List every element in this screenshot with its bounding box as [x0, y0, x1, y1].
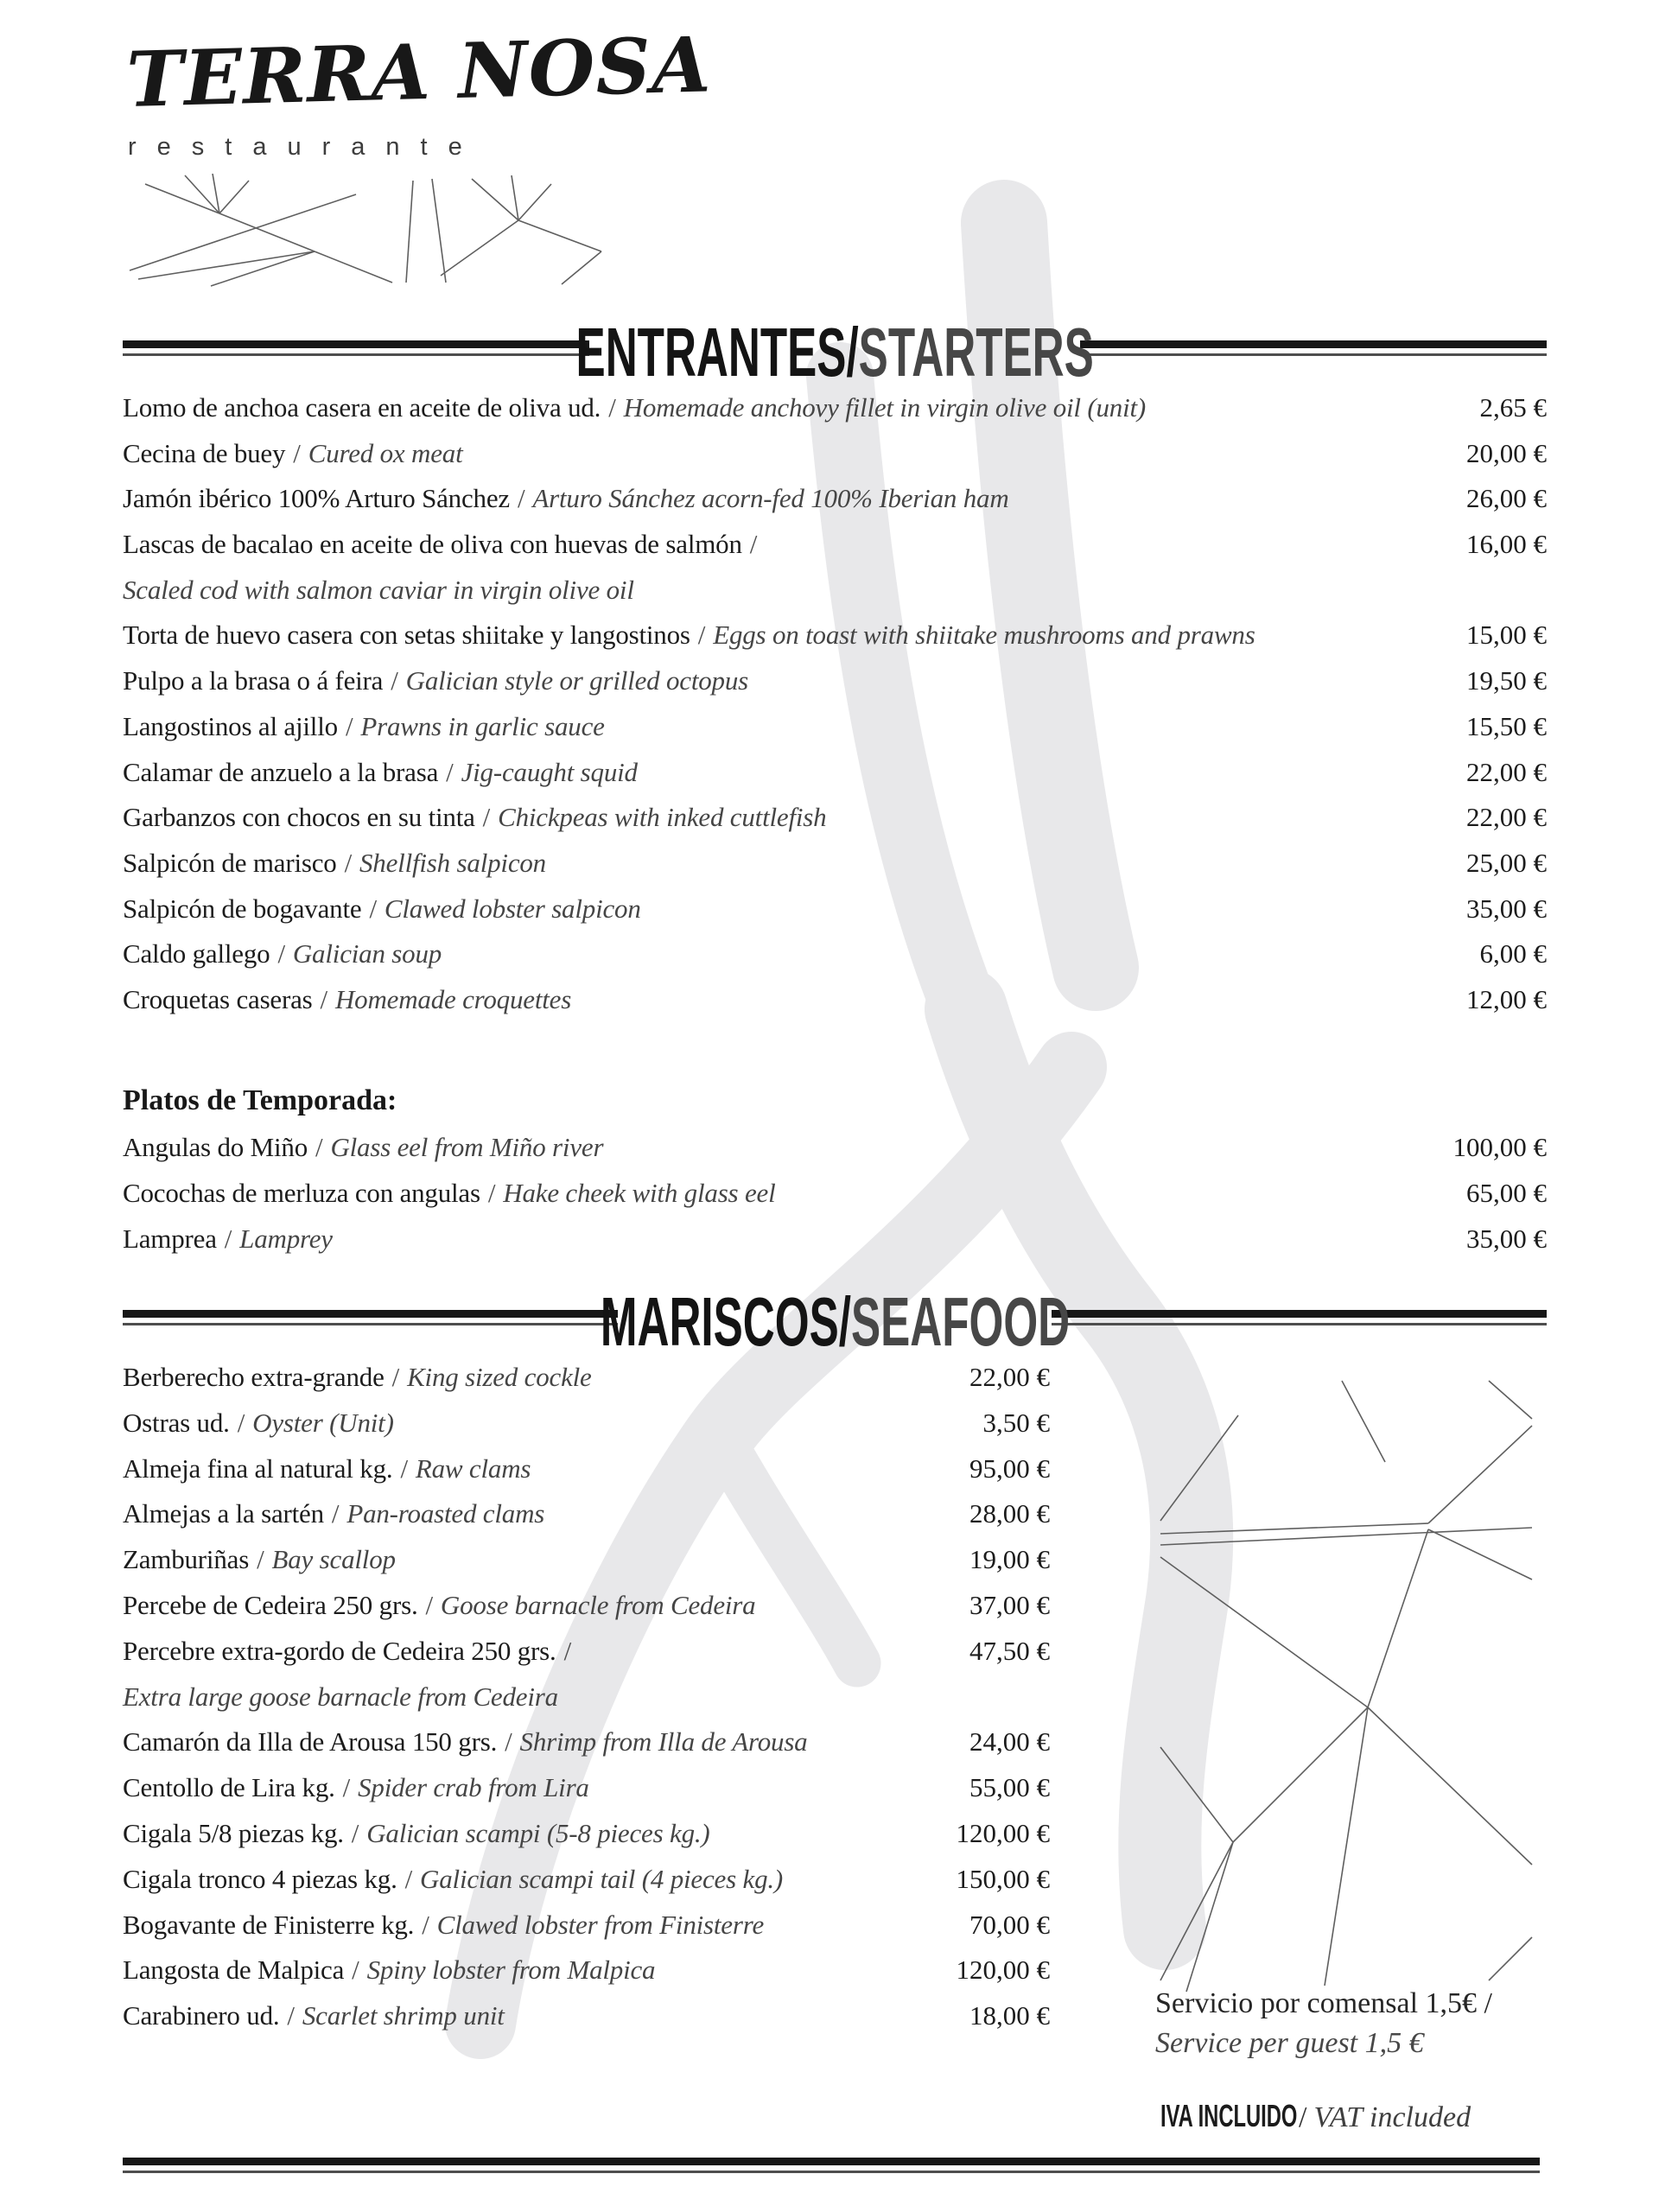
menu-item-name [123, 848, 546, 879]
item-name-en: Galician scampi (5-8 pieces kg.) [366, 1817, 710, 1848]
menu-item-name [123, 1408, 394, 1439]
item-name-en: King sized cockle [407, 1362, 592, 1392]
header-rule-right [1052, 1310, 1547, 1325]
item-separator: / [287, 2000, 295, 2031]
menu-item-row [123, 1772, 1050, 1818]
menu-item-row [123, 392, 1547, 438]
item-price: 120,00 € [956, 1955, 1050, 1986]
seasonal-rows [123, 1132, 1547, 1269]
item-price: 26,00 € [1466, 483, 1547, 514]
item-separator: / [342, 1772, 351, 1803]
menu-item-name [123, 529, 765, 560]
item-separator: / [487, 1178, 496, 1208]
menu-item-row [123, 438, 1547, 484]
item-price: 150,00 € [956, 1863, 1050, 1894]
menu-item-row [123, 529, 1547, 575]
menu-item-name [123, 575, 634, 606]
menu-item-row [123, 1636, 1050, 1681]
item-name-en: Galician scampi tail (4 pieces kg.) [420, 1863, 784, 1894]
item-price: 28,00 € [969, 1498, 1050, 1529]
menu-item-row [123, 1590, 1050, 1636]
item-separator: / [369, 893, 377, 924]
item-price: 12,00 € [1466, 983, 1547, 1014]
menu-item-row [123, 1726, 1050, 1772]
menu-item-name [123, 1224, 333, 1255]
section-starters [123, 314, 1547, 1030]
item-separator: / [315, 1132, 323, 1162]
menu-item-name [123, 483, 1009, 514]
item-name-es: Centollo de Lira kg. [123, 1772, 335, 1803]
item-name-en: Goose barnacle from Cedeira [440, 1589, 756, 1620]
service-note-en: Service per guest 1,5 € [1155, 2027, 1424, 2059]
menu-item-name [123, 1955, 655, 1986]
item-price: 3,50 € [982, 1407, 1050, 1438]
item-separator: / [345, 710, 353, 741]
menu-item-row [123, 2000, 1050, 2046]
menu-item-name [123, 1636, 579, 1667]
item-name-en: Homemade croquettes [334, 983, 572, 1014]
item-name-es: Bogavante de Finisterre kg. [123, 1909, 415, 1940]
item-name-es: Cecina de buey [123, 437, 286, 468]
starters-title: ENTRANTES/STARTERS [575, 314, 1094, 391]
item-price: 47,50 € [969, 1635, 1050, 1666]
logo-flourish-lines [128, 174, 617, 288]
item-price: 16,00 € [1466, 529, 1547, 560]
menu-item-name [123, 2000, 505, 2031]
item-name-es: Lomo de anchoa casera en aceite de oliva ud. [123, 392, 601, 423]
item-name-en: Arturo Sánchez acorn-fed 100% Iberian ham [532, 483, 1009, 514]
item-separator: / [482, 802, 491, 833]
item-name-es: Almejas a la sartén [123, 1498, 324, 1529]
item-separator: / [517, 483, 525, 514]
seafood-header [123, 1283, 1547, 1360]
menu-item-name [123, 802, 826, 833]
menu-item-row [123, 802, 1547, 848]
item-name-es: Garbanzos con chocos en su tinta [123, 802, 475, 833]
seafood-rows [123, 1362, 1050, 2046]
item-separator: / [391, 1362, 400, 1392]
item-name-en: Spider crab from Lira [358, 1772, 589, 1803]
menu-item-name [123, 1864, 783, 1895]
item-price: 37,00 € [969, 1589, 1050, 1620]
item-name-es: Carabinero ud. [123, 2000, 280, 2031]
item-price: 70,00 € [969, 1909, 1050, 1940]
item-separator: / [320, 983, 327, 1014]
menu-item-row [123, 575, 1547, 620]
item-separator: / [404, 1863, 413, 1894]
item-price: 18,00 € [969, 2000, 1050, 2031]
item-name-en: Extra large goose barnacle from Cedeira [123, 1681, 558, 1712]
item-name-es: Torta de huevo casera con setas shiitake y langostinos [123, 620, 690, 651]
item-price: 24,00 € [969, 1726, 1050, 1758]
menu-item-name [123, 711, 605, 742]
menu-item-name [123, 438, 463, 469]
item-name-en: Prawns in garlic sauce [360, 710, 605, 741]
menu-item-row [123, 665, 1547, 711]
menu-item-row [123, 757, 1547, 803]
menu-item-row [123, 984, 1547, 1030]
item-name-es: Angulas do Miño [123, 1132, 308, 1162]
item-separator: / [749, 529, 758, 560]
menu-item-row [123, 1178, 1547, 1224]
seafood-title: MARISCOS/SEAFOOD [600, 1283, 1070, 1360]
menu-item-name [123, 392, 1146, 423]
item-name-es: Lascas de bacalao en aceite de oliva con huevas de salmón [123, 529, 742, 560]
item-separator: / [425, 1589, 433, 1620]
menu-item-row [123, 1544, 1050, 1590]
item-price: 22,00 € [1466, 802, 1547, 833]
item-name-en: Shellfish salpicon [359, 847, 546, 878]
item-name-en: Hake cheek with glass eel [503, 1178, 776, 1208]
item-separator: / [351, 1817, 359, 1848]
item-name-es: Salpicón de marisco [123, 847, 337, 878]
item-name-es: Langosta de Malpica [123, 1955, 345, 1986]
menu-item-row [123, 1132, 1547, 1178]
item-name-en: Clawed lobster salpicon [384, 893, 641, 924]
menu-item-name [123, 1132, 603, 1163]
item-name-en: Clawed lobster from Finisterre [436, 1909, 765, 1940]
item-name-en: Eggs on toast with shiitake mushrooms and prawns [713, 620, 1255, 651]
item-separator: / [422, 1909, 429, 1940]
item-name-en: Pan-roasted clams [346, 1498, 545, 1529]
menu-item-name [123, 1590, 755, 1621]
menu-item-row [123, 893, 1547, 939]
item-name-en: Scarlet shrimp unit [302, 2000, 505, 2031]
menu-item-name [123, 1818, 710, 1849]
menu-item-name [123, 984, 571, 1015]
menu-item-row [123, 1864, 1050, 1910]
item-name-es: Caldo gallego [123, 938, 270, 969]
logo-subtitle: restaurante [128, 133, 483, 161]
item-name-es: Zamburiñas [123, 1544, 250, 1575]
item-name-es: Calamar de anzuelo a la brasa [123, 756, 439, 787]
menu-item-row [123, 1955, 1050, 2000]
header-rule-left [123, 1310, 618, 1325]
item-separator: / [352, 1955, 359, 1986]
menu-item-name [123, 1772, 589, 1803]
item-name-es: Almeja fina al natural kg. [123, 1452, 393, 1484]
header-rule-right [1080, 340, 1547, 356]
menu-item-row [123, 711, 1547, 757]
logo-wordmark: TERRA NOSA [125, 19, 713, 124]
item-price: 35,00 € [1466, 1224, 1547, 1254]
menu-item-name [123, 1681, 558, 1713]
item-separator: / [237, 1407, 245, 1438]
starters-header [123, 314, 1547, 391]
item-price: 19,00 € [969, 1544, 1050, 1575]
item-name-en: Homemade anchovy fillet in virgin olive oil (unit) [623, 392, 1147, 423]
menu-item-row [123, 1453, 1050, 1499]
item-name-es: Langostinos al ajillo [123, 710, 338, 741]
restaurant-logo [125, 19, 713, 288]
item-price: 120,00 € [956, 1817, 1050, 1848]
item-separator: / [400, 1452, 408, 1484]
item-name-es: Jamón ibérico 100% Arturo Sánchez [123, 483, 510, 514]
item-name-en: Galician style or grilled octopus [405, 665, 749, 696]
item-name-es: Salpicón de bogavante [123, 893, 362, 924]
item-price: 95,00 € [969, 1452, 1050, 1484]
item-price: 19,50 € [1466, 665, 1547, 696]
menu-item-row [123, 938, 1547, 984]
item-name-es: Camarón da Illa de Arousa 150 grs. [123, 1726, 498, 1758]
menu-item-name [123, 938, 442, 969]
service-note [1155, 1984, 1492, 2063]
service-note-es: Servicio por comensal 1,5€ / [1155, 1987, 1492, 2019]
item-separator: / [608, 392, 616, 423]
menu-item-row [123, 1362, 1050, 1408]
seasonal-heading: Platos de Temporada: [123, 1084, 397, 1116]
item-price: 100,00 € [1452, 1132, 1547, 1162]
item-separator: / [697, 620, 706, 651]
menu-item-name [123, 1726, 808, 1758]
item-name-en: Scaled cod with salmon caviar in virgin olive oil [123, 574, 634, 605]
menu-item-row [123, 620, 1547, 665]
item-price: 22,00 € [969, 1362, 1050, 1392]
menu-item-name [123, 893, 641, 925]
menu-item-row [123, 1818, 1050, 1864]
item-name-es: Lamprea [123, 1224, 217, 1254]
vat-separator: / [1299, 2101, 1307, 2133]
menu-item-name [123, 1544, 396, 1575]
item-name-es: Croquetas caseras [123, 983, 313, 1014]
item-separator: / [331, 1498, 340, 1529]
header-rule-left [123, 340, 589, 356]
item-price: 20,00 € [1466, 437, 1547, 468]
item-name-en: Cured ox meat [308, 437, 463, 468]
item-name-en: Shrimp from Illa de Arousa [519, 1726, 808, 1758]
item-separator: / [563, 1635, 571, 1666]
item-separator: / [446, 756, 454, 787]
menu-item-row [123, 1408, 1050, 1453]
menu-item-name [123, 665, 748, 696]
menu-item-name [123, 1362, 592, 1393]
item-price: 25,00 € [1466, 847, 1547, 878]
item-name-en: Glass eel from Miño river [330, 1132, 604, 1162]
item-price: 6,00 € [1479, 938, 1547, 969]
item-name-es: Ostras ud. [123, 1407, 230, 1438]
item-price: 15,50 € [1466, 710, 1547, 741]
item-separator: / [293, 437, 301, 468]
menu-item-name [123, 620, 1255, 651]
item-name-en: Jig-caught squid [461, 756, 638, 787]
item-name-en: Chickpeas with inked cuttlefish [498, 802, 827, 833]
menu-item-row [123, 1910, 1050, 1955]
menu-item-row [123, 1224, 1547, 1269]
section-seasonal [123, 1084, 1547, 1269]
item-name-en: Galician soup [292, 938, 442, 969]
bottom-rule [123, 2158, 1540, 2173]
item-separator: / [224, 1224, 232, 1254]
item-price: 15,00 € [1466, 620, 1547, 651]
decorative-line-art [1145, 1365, 1551, 1996]
menu-item-row [123, 1681, 1050, 1727]
starters-rows [123, 392, 1547, 1030]
item-name-en: Oyster (Unit) [252, 1407, 394, 1438]
item-name-en: Spiny lobster from Malpica [366, 1955, 656, 1986]
item-name-es: Berberecho extra-grande [123, 1362, 385, 1392]
vat-note-es: IVA INCLUIDO [1160, 2098, 1298, 2133]
item-price: 65,00 € [1466, 1178, 1547, 1208]
item-name-es: Percebe de Cedeira 250 grs. [123, 1589, 418, 1620]
menu-item-name [123, 1498, 544, 1529]
item-separator: / [344, 847, 352, 878]
menu-item-name [123, 1910, 764, 1941]
menu-item-row [123, 1498, 1050, 1544]
item-price: 22,00 € [1466, 756, 1547, 787]
menu-item-name [123, 757, 638, 788]
item-name-es: Cigala tronco 4 piezas kg. [123, 1863, 397, 1894]
item-price: 35,00 € [1466, 893, 1547, 924]
menu-item-name [123, 1453, 531, 1484]
item-name-es: Cigala 5/8 piezas kg. [123, 1817, 344, 1848]
item-price: 2,65 € [1479, 392, 1547, 423]
menu-item-name [123, 1178, 776, 1209]
item-name-es: Pulpo a la brasa o á feira [123, 665, 384, 696]
item-name-en: Bay scallop [271, 1544, 396, 1575]
vat-note [1160, 2098, 1471, 2134]
vat-note-en: VAT included [1313, 2101, 1471, 2133]
item-price: 55,00 € [969, 1772, 1050, 1803]
item-separator: / [277, 938, 285, 969]
item-name-en: Lamprey [239, 1224, 333, 1254]
item-separator: / [505, 1726, 512, 1758]
item-separator: / [391, 665, 398, 696]
menu-item-row [123, 483, 1547, 529]
item-separator: / [257, 1544, 264, 1575]
item-name-es: Percebre extra-gordo de Cedeira 250 grs. [123, 1635, 556, 1666]
menu-item-row [123, 848, 1547, 893]
item-name-es: Cocochas de merluza con angulas [123, 1178, 480, 1208]
item-name-en: Raw clams [415, 1452, 531, 1484]
